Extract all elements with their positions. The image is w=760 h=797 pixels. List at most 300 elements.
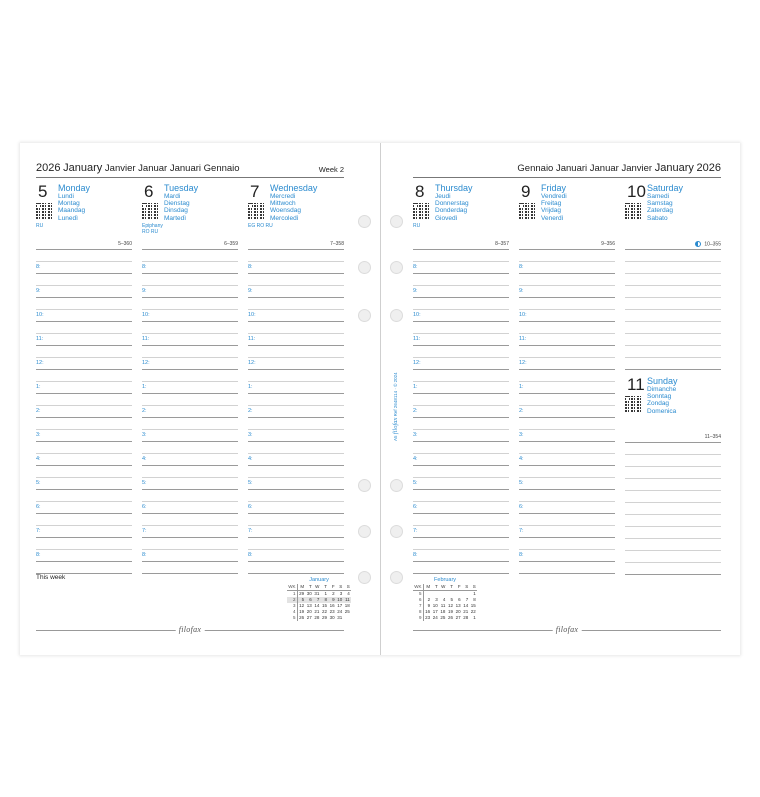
- date-cell[interactable]: 23: [425, 615, 431, 620]
- binder-hole: [390, 571, 403, 584]
- rule[interactable]: [519, 441, 615, 442]
- date-cell[interactable]: 8: [473, 597, 476, 602]
- holiday-tag: EG RO RU: [248, 223, 273, 229]
- rule[interactable]: [248, 321, 344, 322]
- rule[interactable]: [519, 465, 615, 466]
- rule[interactable]: [625, 526, 721, 527]
- date-cell[interactable]: 16: [425, 609, 431, 614]
- this-week-label: This week: [36, 574, 66, 581]
- rule[interactable]: [36, 417, 132, 418]
- week-number: 1: [287, 591, 297, 598]
- rule[interactable]: [519, 417, 615, 418]
- rule: [413, 573, 509, 574]
- rule[interactable]: [625, 261, 721, 262]
- rule: [248, 249, 344, 250]
- rule[interactable]: [413, 537, 509, 538]
- weekday-header: F: [328, 584, 336, 591]
- date-cell[interactable]: 9: [427, 603, 431, 608]
- translation: Domenica: [647, 407, 677, 415]
- date-cell[interactable]: 2: [427, 597, 431, 602]
- rule: [248, 525, 344, 526]
- hour-label: 8:: [142, 264, 147, 270]
- mini-calendar-january: [287, 577, 351, 621]
- translation: Montag: [58, 200, 80, 208]
- date-cell[interactable]: 21: [463, 609, 469, 614]
- date-cell[interactable]: 23: [329, 609, 335, 614]
- date-cell[interactable]: 11: [345, 597, 350, 602]
- rule[interactable]: [142, 489, 238, 490]
- date-cell[interactable]: 25: [344, 609, 350, 614]
- rule[interactable]: [248, 417, 344, 418]
- translation: Mercoledì: [270, 214, 299, 222]
- rule: [142, 285, 238, 286]
- date-cell[interactable]: 27: [455, 615, 461, 620]
- hour-label: 12:: [413, 360, 421, 366]
- date-cell[interactable]: 7: [313, 597, 321, 603]
- hour-label: 1:: [36, 384, 41, 390]
- rule[interactable]: [142, 345, 238, 346]
- rule: [248, 453, 344, 454]
- rule[interactable]: [36, 441, 132, 442]
- rule[interactable]: [248, 561, 344, 562]
- rule[interactable]: [413, 441, 509, 442]
- rule[interactable]: [36, 369, 132, 370]
- week-number: 5: [287, 615, 297, 621]
- rule[interactable]: [248, 345, 344, 346]
- rule: [519, 249, 615, 250]
- rule: [142, 429, 238, 430]
- rule[interactable]: [36, 489, 132, 490]
- translation: Dimanche: [647, 386, 677, 393]
- date-cell[interactable]: 19: [299, 609, 305, 614]
- date-cell[interactable]: [344, 615, 352, 621]
- date-cell[interactable]: 20: [306, 609, 312, 614]
- rule[interactable]: [248, 465, 344, 466]
- hour-label: 9:: [519, 288, 524, 294]
- hour-label: 12:: [142, 360, 150, 366]
- translation: Dinsdag: [164, 207, 188, 215]
- date-cell[interactable]: 22: [321, 609, 327, 614]
- rule[interactable]: [625, 478, 721, 479]
- qr-code-icon[interactable]: [248, 203, 264, 219]
- binder-hole: [390, 261, 403, 274]
- date-cell[interactable]: 31: [314, 591, 320, 596]
- hour-label: 2:: [413, 408, 418, 414]
- date-cell[interactable]: 13: [306, 603, 312, 608]
- date-cell[interactable]: 7: [465, 597, 469, 602]
- translation: Maandag: [58, 207, 86, 215]
- date-cell[interactable]: 10: [337, 597, 343, 602]
- rule[interactable]: [248, 273, 344, 274]
- rule[interactable]: [625, 333, 721, 334]
- qr-code-icon[interactable]: [519, 203, 535, 219]
- rule[interactable]: [248, 441, 344, 442]
- rule: [36, 501, 132, 502]
- rule[interactable]: [519, 393, 615, 394]
- rule[interactable]: [413, 321, 509, 322]
- date-cell[interactable]: 8: [321, 597, 329, 603]
- date-cell[interactable]: 18: [440, 609, 446, 614]
- binder-hole: [390, 525, 403, 538]
- hour-label: 6:: [142, 504, 147, 510]
- day-translations: [164, 193, 190, 222]
- rule[interactable]: [36, 321, 132, 322]
- rule[interactable]: [142, 369, 238, 370]
- day-number: 6: [144, 182, 154, 201]
- rule[interactable]: [36, 465, 132, 466]
- day-count: 10–355: [695, 241, 721, 247]
- hour-label: 4:: [519, 456, 524, 462]
- rule[interactable]: [36, 537, 132, 538]
- qr-code-icon[interactable]: [413, 203, 429, 219]
- rule[interactable]: [142, 465, 238, 466]
- weekday-header: W: [439, 584, 447, 591]
- date-cell[interactable]: 1: [324, 591, 327, 596]
- hour-label: 8:: [248, 552, 253, 558]
- rule[interactable]: [413, 489, 509, 490]
- date-cell[interactable]: 18: [344, 603, 350, 608]
- hour-label: 6:: [36, 504, 41, 510]
- rule[interactable]: [142, 417, 238, 418]
- rule[interactable]: [625, 345, 721, 346]
- hour-label: 12:: [36, 360, 44, 366]
- binder-hole: [358, 215, 371, 228]
- rule[interactable]: [36, 297, 132, 298]
- rule: [519, 429, 615, 430]
- rule: [413, 261, 509, 262]
- translation: Jeudi: [435, 193, 451, 200]
- date-cell[interactable]: 12: [299, 603, 305, 608]
- date-cell[interactable]: 3: [339, 591, 343, 596]
- hour-label: 8:: [519, 264, 524, 270]
- qr-code-icon[interactable]: [625, 396, 641, 412]
- rule[interactable]: [413, 369, 509, 370]
- date-cell[interactable]: 6: [458, 597, 461, 602]
- rule[interactable]: [142, 393, 238, 394]
- binder-hole: [390, 479, 403, 492]
- rule[interactable]: [625, 550, 721, 551]
- translation: Martedì: [164, 214, 187, 222]
- qr-code-icon[interactable]: [625, 203, 641, 219]
- hour-label: 10:: [413, 312, 421, 318]
- day-name: Sunday: [647, 376, 678, 386]
- qr-code-icon[interactable]: [142, 203, 158, 219]
- rule[interactable]: [625, 490, 721, 491]
- date-cell[interactable]: 19: [447, 609, 453, 614]
- rule[interactable]: [413, 561, 509, 562]
- rule[interactable]: [413, 345, 509, 346]
- hour-label: 8:: [248, 264, 253, 270]
- hour-label: 9:: [36, 288, 41, 294]
- week-number: 2: [287, 597, 297, 603]
- hour-label: 2:: [36, 408, 41, 414]
- rule: [413, 549, 509, 550]
- date-cell[interactable]: 3: [435, 597, 438, 602]
- hour-label: 5:: [519, 480, 524, 486]
- date-cell[interactable]: 1: [473, 615, 476, 620]
- binder-hole: [358, 479, 371, 492]
- rule[interactable]: [519, 537, 615, 538]
- rule[interactable]: [625, 562, 721, 563]
- date-cell[interactable]: 11: [440, 603, 446, 608]
- rule[interactable]: [36, 561, 132, 562]
- date-cell[interactable]: 5: [450, 597, 453, 602]
- translation: Samedi: [647, 193, 670, 200]
- day-count: 5–360: [118, 241, 132, 247]
- date-cell[interactable]: 4: [442, 597, 446, 602]
- date-cell[interactable]: 17: [337, 603, 343, 608]
- rule[interactable]: [625, 514, 721, 515]
- rule[interactable]: [248, 489, 344, 490]
- rule[interactable]: [625, 466, 721, 467]
- date-cell[interactable]: 12: [447, 603, 453, 608]
- date-cell[interactable]: 30: [329, 615, 335, 620]
- date-cell[interactable]: 21: [314, 609, 320, 614]
- date-cell[interactable]: 16: [329, 603, 335, 608]
- weekday-header: S: [462, 584, 470, 591]
- hour-label: 11:: [142, 336, 150, 342]
- rule[interactable]: [625, 321, 721, 322]
- date-cell[interactable]: 14: [314, 603, 320, 608]
- date-cell[interactable]: 14: [463, 603, 469, 608]
- rule[interactable]: [519, 513, 615, 514]
- rule[interactable]: [625, 502, 721, 503]
- qr-code-icon[interactable]: [36, 203, 52, 219]
- rule[interactable]: [413, 393, 509, 394]
- rule: [36, 453, 132, 454]
- rule: [248, 549, 344, 550]
- date-cell[interactable]: 31: [337, 615, 343, 620]
- date-cell[interactable]: 26: [299, 615, 305, 620]
- day-number: 8: [415, 182, 425, 201]
- day-number: 9: [521, 182, 531, 201]
- translation: Vendredi: [541, 193, 567, 200]
- rule[interactable]: [625, 357, 721, 358]
- hour-label: 10:: [36, 312, 44, 318]
- rule[interactable]: [625, 309, 721, 310]
- rule[interactable]: [142, 273, 238, 274]
- binder-hole: [358, 525, 371, 538]
- rule[interactable]: [248, 297, 344, 298]
- date-cell[interactable]: 2: [332, 591, 335, 596]
- binder-hole: [358, 261, 371, 274]
- date-cell[interactable]: 15: [470, 603, 476, 608]
- rule[interactable]: [36, 513, 132, 514]
- hour-label: 9:: [248, 288, 253, 294]
- day-name: Wednesday: [270, 183, 318, 193]
- left-page: [36, 143, 350, 655]
- weekday-header: M: [297, 584, 305, 591]
- rule: [413, 501, 509, 502]
- week-number: 4: [287, 609, 297, 615]
- hour-label: 6:: [413, 504, 418, 510]
- rule[interactable]: [413, 297, 509, 298]
- date-cell[interactable]: 9: [328, 597, 336, 603]
- weekday-header: T: [447, 584, 455, 591]
- rule: [413, 249, 509, 250]
- rule[interactable]: [519, 369, 615, 370]
- rule[interactable]: [142, 561, 238, 562]
- rule: [413, 429, 509, 430]
- day-translations: [270, 193, 301, 222]
- date-cell[interactable]: 13: [455, 603, 461, 608]
- rule: [36, 477, 132, 478]
- rule[interactable]: [142, 513, 238, 514]
- rule[interactable]: [519, 561, 615, 562]
- right-page-header: [413, 163, 721, 178]
- date-cell[interactable]: 28: [463, 615, 469, 620]
- translation: Sabato: [647, 214, 668, 222]
- date-cell[interactable]: 15: [321, 603, 327, 608]
- hour-label: 7:: [413, 528, 418, 534]
- rule[interactable]: [248, 537, 344, 538]
- day-name: Tuesday: [164, 183, 199, 193]
- footer-rule: [413, 625, 721, 634]
- rule[interactable]: [413, 465, 509, 466]
- rule[interactable]: [519, 273, 615, 274]
- weekday-header: WK: [288, 584, 296, 589]
- rule[interactable]: [625, 538, 721, 539]
- rule: [36, 333, 132, 334]
- weekday-header: WK: [414, 584, 422, 589]
- rule: [413, 381, 509, 382]
- hour-label: 6:: [519, 504, 524, 510]
- hour-label: 5:: [36, 480, 41, 486]
- rule: [36, 549, 132, 550]
- translation: Zaterdag: [647, 207, 674, 215]
- date-cell[interactable]: 27: [306, 615, 312, 620]
- rule[interactable]: [519, 489, 615, 490]
- hour-label: 1:: [413, 384, 418, 390]
- hour-label: 9:: [142, 288, 147, 294]
- rule: [519, 573, 615, 574]
- rule[interactable]: [248, 513, 344, 514]
- rule: [519, 309, 615, 310]
- date-cell[interactable]: 5: [297, 597, 305, 603]
- date-cell[interactable]: 1: [473, 591, 476, 596]
- rule[interactable]: [413, 273, 509, 274]
- day-translations: [58, 193, 85, 222]
- hour-label: 9:: [413, 288, 418, 294]
- hour-label: 1:: [142, 384, 147, 390]
- translation: Venerdì: [541, 214, 564, 222]
- rule: [142, 309, 238, 310]
- rule[interactable]: [519, 321, 615, 322]
- rule: [142, 261, 238, 262]
- week-number: 7: [413, 603, 423, 609]
- rule[interactable]: [625, 285, 721, 286]
- rule[interactable]: [625, 273, 721, 274]
- hour-label: 4:: [36, 456, 41, 462]
- date-cell[interactable]: 29: [299, 591, 305, 596]
- hour-label: 3:: [36, 432, 41, 438]
- rule[interactable]: [142, 297, 238, 298]
- date-cell[interactable]: 22: [470, 609, 476, 614]
- hour-label: 5:: [413, 480, 418, 486]
- rule[interactable]: [142, 537, 238, 538]
- day-translations: [647, 193, 673, 222]
- date-cell[interactable]: 10: [432, 603, 438, 608]
- rule: [248, 357, 344, 358]
- translation: Sonntag: [647, 393, 672, 401]
- rule[interactable]: [413, 513, 509, 514]
- date-cell[interactable]: 17: [432, 609, 438, 614]
- rule[interactable]: [248, 369, 344, 370]
- binder-hole: [358, 309, 371, 322]
- rule[interactable]: [36, 393, 132, 394]
- hour-label: 12:: [248, 360, 256, 366]
- holiday-tag: RO RU: [142, 229, 159, 235]
- rule: [248, 501, 344, 502]
- rule[interactable]: [519, 345, 615, 346]
- rule[interactable]: [413, 417, 509, 418]
- day-name: Monday: [58, 183, 91, 193]
- translation: Samstag: [647, 200, 673, 208]
- day-number: 5: [38, 182, 48, 201]
- hour-label: 3:: [142, 432, 147, 438]
- rule: [248, 261, 344, 262]
- rule[interactable]: [625, 369, 721, 370]
- date-cell[interactable]: 30: [306, 591, 312, 596]
- rule[interactable]: [625, 442, 721, 443]
- day-number: 10: [627, 182, 646, 201]
- rule[interactable]: [142, 321, 238, 322]
- rule: [142, 249, 238, 250]
- rule[interactable]: [142, 441, 238, 442]
- holiday-tag: Epiphany: [142, 223, 163, 229]
- hour-label: 10:: [248, 312, 256, 318]
- rule: [36, 525, 132, 526]
- date-cell[interactable]: 26: [447, 615, 453, 620]
- hour-label: 2:: [248, 408, 253, 414]
- rule[interactable]: [625, 574, 721, 575]
- hour-label: 10:: [519, 312, 527, 318]
- date-cell[interactable]: 28: [314, 615, 320, 620]
- hour-label: 2:: [519, 408, 524, 414]
- rule: [142, 405, 238, 406]
- rule[interactable]: [625, 249, 721, 250]
- rule: [142, 357, 238, 358]
- date-cell[interactable]: 24: [432, 615, 438, 620]
- date-cell[interactable]: 20: [455, 609, 461, 614]
- rule[interactable]: [625, 454, 721, 455]
- translation: Lunedì: [58, 214, 78, 222]
- filofax-logo: filofax: [553, 625, 582, 634]
- rule[interactable]: [248, 393, 344, 394]
- rule: [519, 357, 615, 358]
- rule: [413, 333, 509, 334]
- rule[interactable]: [519, 297, 615, 298]
- rule: [142, 333, 238, 334]
- rule: [519, 285, 615, 286]
- rule: [248, 309, 344, 310]
- translation: Woensdag: [270, 207, 301, 215]
- date-cell[interactable]: 6: [305, 597, 313, 603]
- date-cell[interactable]: 25: [440, 615, 446, 620]
- rule: [142, 477, 238, 478]
- footer-rule: [36, 625, 344, 634]
- date-cell[interactable]: 4: [347, 591, 350, 596]
- date-cell[interactable]: 24: [337, 609, 343, 614]
- rule: [519, 501, 615, 502]
- day-translations: [435, 193, 469, 222]
- rule[interactable]: [36, 345, 132, 346]
- weekday-header: T: [321, 584, 329, 591]
- rule[interactable]: [625, 297, 721, 298]
- rule[interactable]: [36, 273, 132, 274]
- date-cell[interactable]: 29: [321, 615, 327, 620]
- hour-label: 3:: [519, 432, 524, 438]
